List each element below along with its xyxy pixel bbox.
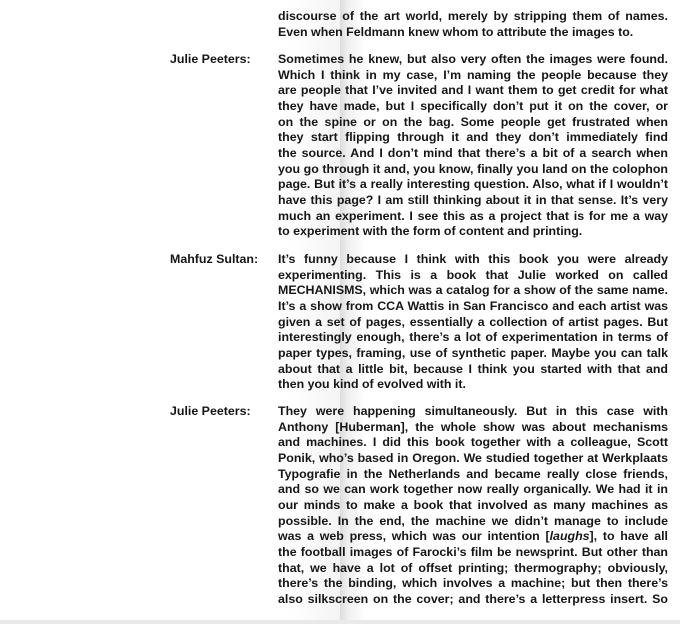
speaker-name: Mahfuz Sultan: <box>170 252 259 266</box>
text-line: was a web press, which was our intention [laughs], to have all <box>278 529 668 544</box>
text-line: Even when Feldmann knew whom to attribute the images to. <box>278 24 634 39</box>
text-line: about that a little bit, because I think you started with that and <box>278 361 668 376</box>
text-line: It’s a show from CCA Wattis in San Francisco and each artist was <box>278 298 668 313</box>
text-line: have this page? I am still thinking about it in that sense. It’s very <box>278 192 668 207</box>
text-line: much an experiment. I see this as a project that is for me a way <box>278 208 668 223</box>
text-line: They were happening simultaneously. But in this case with <box>278 404 668 418</box>
text-line: they start flipping through it and they don’t immediately find <box>278 130 668 145</box>
text-line: then you kind of evolved with it. <box>278 377 466 392</box>
text-line: Anthony [Huberman], the whole show was about mechanisms <box>278 419 668 434</box>
text-line: the source. And I don’t mind that there’s a bit of a search when <box>278 145 668 160</box>
text-line: and machines. I did this book together with a colleague, Scott <box>278 435 668 450</box>
text-line: they have made, but I specifically don’t put it on the cover, or <box>278 98 668 113</box>
text-line: there’s the binding, which involves a machine; but then there’s <box>278 576 668 591</box>
text-line: interestingly enough, there’s a lot of experimentation in terms of <box>278 330 668 345</box>
text-line: possible. In the end, the machine we didn’t manage to include <box>278 513 668 528</box>
text-line: also silkscreen on the cover; and there’s a letterpress insert. So <box>278 591 668 606</box>
text-line: our minds to make a book that involved as many machines as <box>278 497 668 512</box>
text-line: are people that I’ve invited and I want them to get credit for what <box>278 83 668 98</box>
text-line: experimenting. This is a book that Julie worked on called <box>278 267 668 282</box>
text-line: discourse of the art world, merely by stripping them of names. <box>278 9 668 23</box>
text-line: Sometimes he knew, but also very often the images were found. <box>278 52 668 66</box>
entry-paragraph <box>278 52 668 240</box>
text-line: the football images of Farocki’s film be newsprint. But other than <box>278 544 668 559</box>
text-line: you go through it and, you know, finally you land on the colophon <box>278 161 668 176</box>
entry-paragraph <box>278 404 668 608</box>
text-line: to experiment with the form of content and printing. <box>278 224 583 239</box>
text-line: MECHANISMS, which was a catalog for a show of the same name. <box>278 283 668 298</box>
text-line: given a set of pages, essentially a collection of artist pages. But <box>278 314 668 329</box>
text-line: paper types, framing, use of synthetic paper. Maybe you can talk <box>278 345 668 360</box>
text-line: Typografie in the Netherlands and became really close friends, <box>278 466 668 481</box>
speaker-name: Julie Peeters: <box>170 404 251 418</box>
text-line: on the spine or on the bag. Some people get frustrated when <box>278 114 668 129</box>
entry-paragraph <box>278 252 668 393</box>
text-line: Ponik, who’s based in Oregon. We studied together at Werkplaats <box>278 450 668 465</box>
intro-paragraph <box>278 9 668 40</box>
italic-aside: laughs <box>549 529 590 544</box>
page-bottom-edge <box>0 620 680 624</box>
text-line: Which I think in my case, I’m naming the people because they <box>278 67 668 82</box>
text-line: It’s funny because I think with this book you were already <box>278 252 668 266</box>
text-line: page. But it’s a really interesting question. Also, what if I wouldn’t <box>278 177 668 192</box>
text-line: and so we can work together now really organically. We had it in <box>278 482 668 497</box>
text-line: that, we have a lot of offset printing; thermography; obviously, <box>278 560 668 575</box>
speaker-name: Julie Peeters: <box>170 52 251 66</box>
